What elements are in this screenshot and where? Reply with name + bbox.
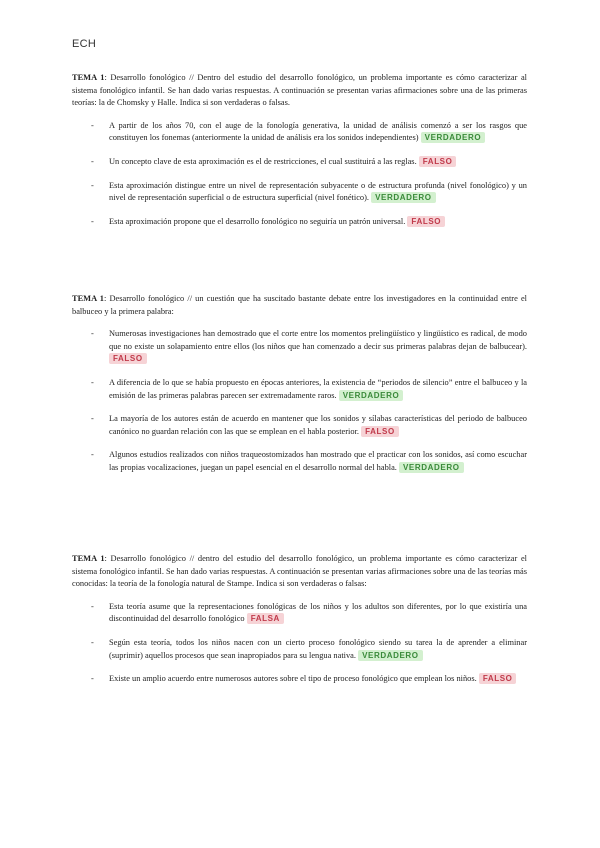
page-header: ECH bbox=[72, 38, 97, 50]
statement-item bbox=[72, 449, 527, 474]
statement-item bbox=[72, 673, 527, 686]
statement-item bbox=[72, 601, 527, 626]
question-section-3 bbox=[72, 553, 527, 697]
statement-item bbox=[72, 377, 527, 402]
statement-text: Esta teoría asume que la representaciones fonológicas de los niños y los adultos son diferentes, por lo que existiría una discontinuidad del desarrollo fonológico bbox=[109, 601, 527, 624]
intro-text: : Desarrollo fonológico // Dentro del estudio del desarrollo fonológico, un problema importante es cómo caracterizar al sistema fonológico infantil. Se han dado varias respuestas. A continuación se presentan varias afirmaciones sobre una de las primeras teorías: la de Chomsky y Halle. Indica si son verdaderas o falsas. bbox=[72, 73, 528, 108]
statement-list bbox=[72, 328, 527, 474]
statement-text: Numerosas investigaciones han demostrado que el corte entre los momentos prelingüístico y lingüístico es radical, de modo que no existe un solapamiento entre ellos (los niños que han comenzado a decir sus primeras palabras dejan de balbucear). bbox=[109, 329, 527, 351]
statement-item bbox=[72, 328, 527, 366]
statement-item bbox=[72, 216, 527, 229]
list-dash: - bbox=[91, 329, 94, 339]
section-intro bbox=[72, 293, 527, 318]
section-intro bbox=[72, 553, 527, 591]
answer-badge: FALSO bbox=[419, 156, 457, 167]
statement-list bbox=[72, 120, 527, 229]
answer-badge: VERDADERO bbox=[339, 390, 404, 401]
section-intro bbox=[72, 72, 527, 110]
answer-badge: FALSO bbox=[479, 673, 517, 684]
statement-text: A partir de los años 70, con el auge de la fonología generativa, la unidad de análisis comenzó a ser los rasgos que constituyen los fonemas (anteriormente la unidad de análisis era los sonidos independientes) bbox=[109, 120, 527, 143]
statement-text: La mayoría de los autores están de acuerdo en mantener que los sonidos y sílabas características del periodo de balbuceo canónico no guardan relación con las que se emplean en el habla posterior. bbox=[109, 414, 527, 436]
list-dash: - bbox=[91, 637, 94, 647]
answer-badge: FALSA bbox=[247, 613, 284, 624]
answer-badge: VERDADERO bbox=[421, 132, 486, 143]
statement-item bbox=[72, 156, 527, 169]
answer-badge: FALSO bbox=[361, 426, 399, 437]
list-dash: - bbox=[91, 674, 94, 684]
intro-text: : Desarrollo fonológico // dentro del estudio del desarrollo fonológico, un problema importante es cómo caracterizar el sistema fonológico infantil. Se han dado varias respuestas. A continuación se presentan varias afirmaciones sobre una de las teorías más conocidas: la teoría de la fonología natural de Stampe. Indica si son verdaderas o falsas: bbox=[72, 554, 527, 589]
list-dash: - bbox=[91, 180, 94, 190]
question-section-1 bbox=[72, 72, 527, 239]
tema-label: TEMA 1 bbox=[72, 73, 105, 82]
list-dash: - bbox=[91, 414, 94, 424]
list-dash: - bbox=[91, 377, 94, 387]
statement-list bbox=[72, 601, 527, 686]
list-dash: - bbox=[91, 216, 94, 226]
statement-text: Esta aproximación propone que el desarrollo fonológico no seguiría un patrón universal. bbox=[109, 216, 406, 226]
list-dash: - bbox=[91, 120, 94, 130]
statement-item bbox=[72, 120, 527, 145]
statement-text: Según esta teoría, todos los niños nacen con un cierto proceso fonológico siendo su tarea la de aprender a eliminar (suprimir) aquellos procesos que sean inapropiados para su lengua nativa. bbox=[109, 637, 527, 660]
answer-badge: VERDADERO bbox=[371, 192, 436, 203]
list-dash: - bbox=[91, 450, 94, 460]
list-dash: - bbox=[91, 156, 94, 166]
statement-item bbox=[72, 413, 527, 438]
answer-badge: FALSO bbox=[407, 216, 445, 227]
answer-badge: VERDADERO bbox=[399, 462, 464, 473]
question-section-2 bbox=[72, 293, 527, 486]
answer-badge: VERDADERO bbox=[358, 650, 423, 661]
list-dash: - bbox=[91, 601, 94, 611]
intro-text: : Desarrollo fonológico // un cuestión que ha suscitado bastante debate entre los investigadores en la continuidad entre el balbuceo y la primera palabra: bbox=[72, 294, 527, 316]
statement-text: Algunos estudios realizados con niños traqueostomizados han mostrado que el practicar con los sonidos, así como escuchar las propias vocalizaciones, juegan un papel esencial en el desarrollo normal del habla. bbox=[109, 450, 527, 472]
tema-label: TEMA 1 bbox=[72, 554, 105, 563]
statement-text: Existe un amplio acuerdo entre numerosos autores sobre el tipo de proceso fonológico que emplean los niños. bbox=[109, 674, 477, 684]
statement-text: Un concepto clave de esta aproximación es el de restricciones, el cual sustituirá a las reglas. bbox=[109, 156, 417, 166]
statement-text: A diferencia de lo que se había propuesto en épocas anteriores, la existencia de “periodos de silencio” entre el balbuceo y la emisión de las primeras palabras parecen ser extremadamente raros. bbox=[109, 377, 527, 400]
statement-item bbox=[72, 180, 527, 205]
tema-label: TEMA 1 bbox=[72, 294, 104, 303]
statement-text: Esta aproximación distingue entre un nivel de representación subyacente o de estructura profunda (nivel fonológico) y un nivel de representación superficial o de estructura superficial (nivel fonético). bbox=[109, 180, 527, 203]
statement-item bbox=[72, 637, 527, 662]
answer-badge: FALSO bbox=[109, 353, 147, 364]
